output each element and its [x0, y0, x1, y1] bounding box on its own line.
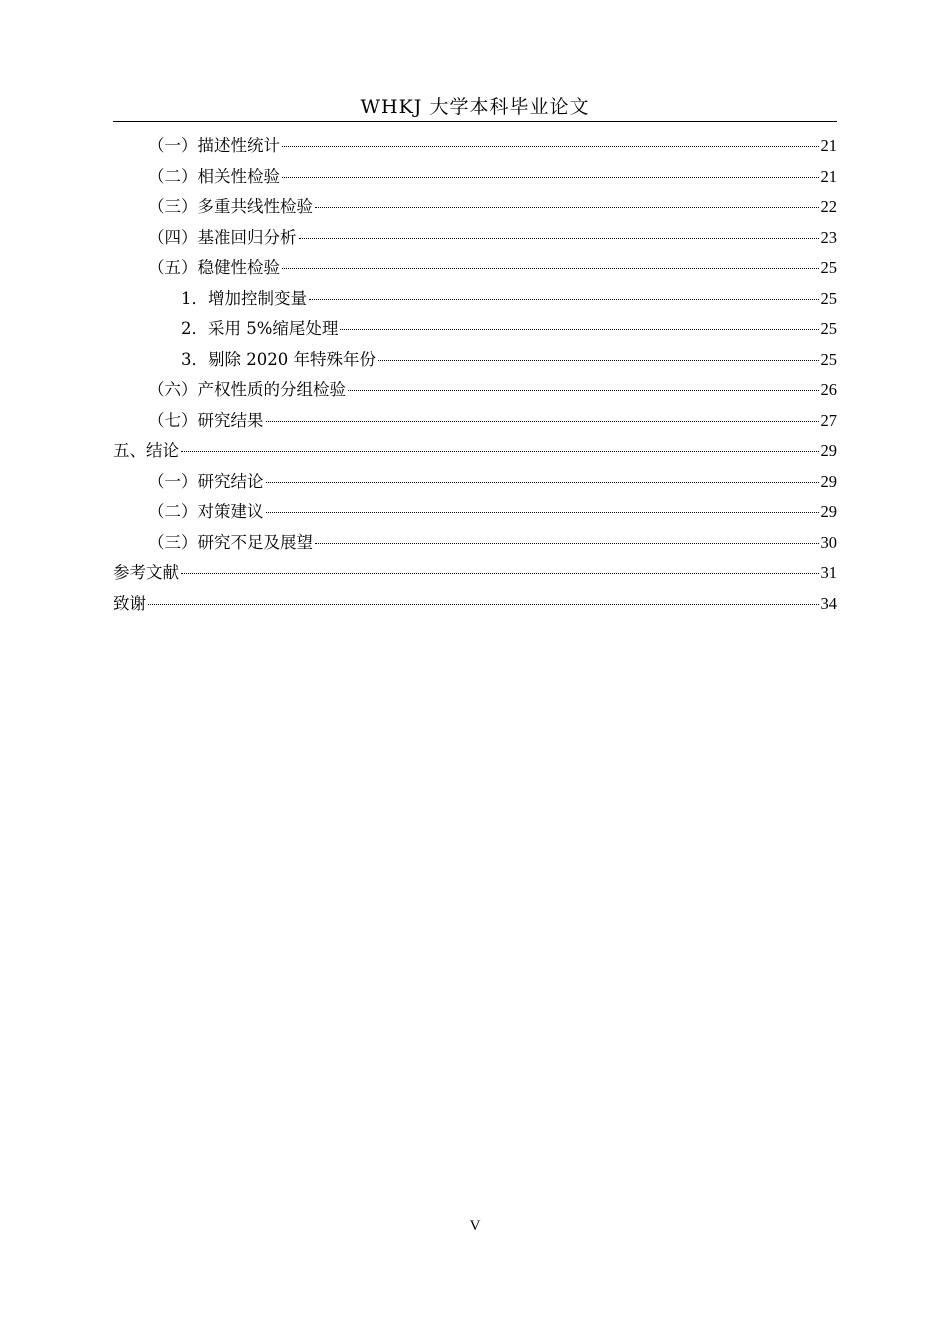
- page-number: V: [469, 1218, 481, 1234]
- toc-page-number: 21: [820, 136, 837, 155]
- toc-dot-leader: [148, 604, 819, 605]
- toc-dot-leader: [299, 238, 819, 239]
- toc-entry[interactable]: [113, 590, 837, 621]
- toc-entry-label: （五）稳健性检验: [148, 258, 280, 277]
- toc-entry-label: （二）对策建议: [148, 502, 264, 521]
- toc-page-number: 29: [820, 471, 837, 491]
- toc-page-number: 21: [820, 166, 837, 186]
- toc-page-number: 23: [820, 227, 837, 247]
- toc-dot-leader: [348, 390, 819, 391]
- toc-entry[interactable]: [113, 163, 837, 194]
- toc-page-number: 30: [820, 532, 837, 552]
- toc-dot-leader: [282, 146, 819, 147]
- toc-entry-label: 1．增加控制变量: [181, 288, 307, 308]
- toc-entry-label: （四）基准回归分析: [148, 227, 297, 247]
- toc-page-number: 25: [820, 349, 837, 369]
- toc-entry[interactable]: [113, 559, 837, 590]
- toc-page-number: 27: [820, 410, 837, 430]
- toc-page-number: 31: [820, 563, 837, 582]
- toc-entry-label: 3．剔除 2020 年特殊年份: [181, 349, 376, 369]
- toc-dot-leader: [181, 573, 819, 574]
- table-of-contents: [113, 132, 837, 620]
- toc-entry[interactable]: [113, 407, 837, 438]
- toc-entry-label: 五、结论: [113, 441, 179, 460]
- toc-entry-label: 致谢: [113, 593, 146, 613]
- toc-page-number: 26: [820, 380, 837, 399]
- toc-dot-leader: [309, 299, 819, 300]
- toc-entry[interactable]: [113, 437, 837, 468]
- toc-entry[interactable]: [113, 315, 837, 346]
- toc-dot-leader: [315, 207, 819, 208]
- toc-entry-label: （六）产权性质的分组检验: [148, 380, 346, 399]
- toc-page-number: 29: [820, 441, 837, 460]
- toc-page-number: 25: [820, 258, 837, 277]
- toc-page-number: 25: [820, 319, 837, 338]
- toc-entry-label: （三）多重共线性检验: [148, 197, 313, 216]
- toc-entry[interactable]: [113, 224, 837, 255]
- toc-entry-label: （七）研究结果: [148, 410, 264, 430]
- toc-entry-label: （一）描述性统计: [148, 136, 280, 155]
- toc-dot-leader: [181, 451, 819, 452]
- toc-entry[interactable]: [113, 498, 837, 529]
- toc-dot-leader: [340, 329, 818, 330]
- header-rule: [113, 121, 837, 122]
- toc-entry[interactable]: [113, 193, 837, 224]
- toc-entry[interactable]: [113, 254, 837, 285]
- toc-entry[interactable]: [113, 132, 837, 163]
- toc-dot-leader: [266, 512, 819, 513]
- toc-entry[interactable]: [113, 285, 837, 316]
- toc-entry[interactable]: [113, 376, 837, 407]
- toc-dot-leader: [378, 360, 819, 361]
- toc-page-number: 22: [820, 197, 837, 216]
- page-header: WHKJ 大学本科毕业论文: [360, 96, 590, 118]
- toc-dot-leader: [266, 482, 819, 483]
- toc-page-number: 25: [820, 288, 837, 308]
- toc-dot-leader: [282, 177, 819, 178]
- toc-entry-label: 参考文献: [113, 563, 179, 582]
- toc-entry-label: （三）研究不足及展望: [148, 532, 313, 552]
- toc-entry[interactable]: [113, 468, 837, 499]
- toc-entry-label: 2．采用 5%缩尾处理: [181, 319, 339, 338]
- toc-entry[interactable]: [113, 346, 837, 377]
- toc-entry-label: （二）相关性检验: [148, 166, 280, 186]
- toc-dot-leader: [266, 421, 819, 422]
- toc-page-number: 29: [820, 502, 837, 521]
- toc-entry[interactable]: [113, 529, 837, 560]
- toc-entry-label: （一）研究结论: [148, 471, 264, 491]
- toc-dot-leader: [315, 543, 819, 544]
- toc-dot-leader: [282, 268, 819, 269]
- toc-page-number: 34: [820, 593, 837, 613]
